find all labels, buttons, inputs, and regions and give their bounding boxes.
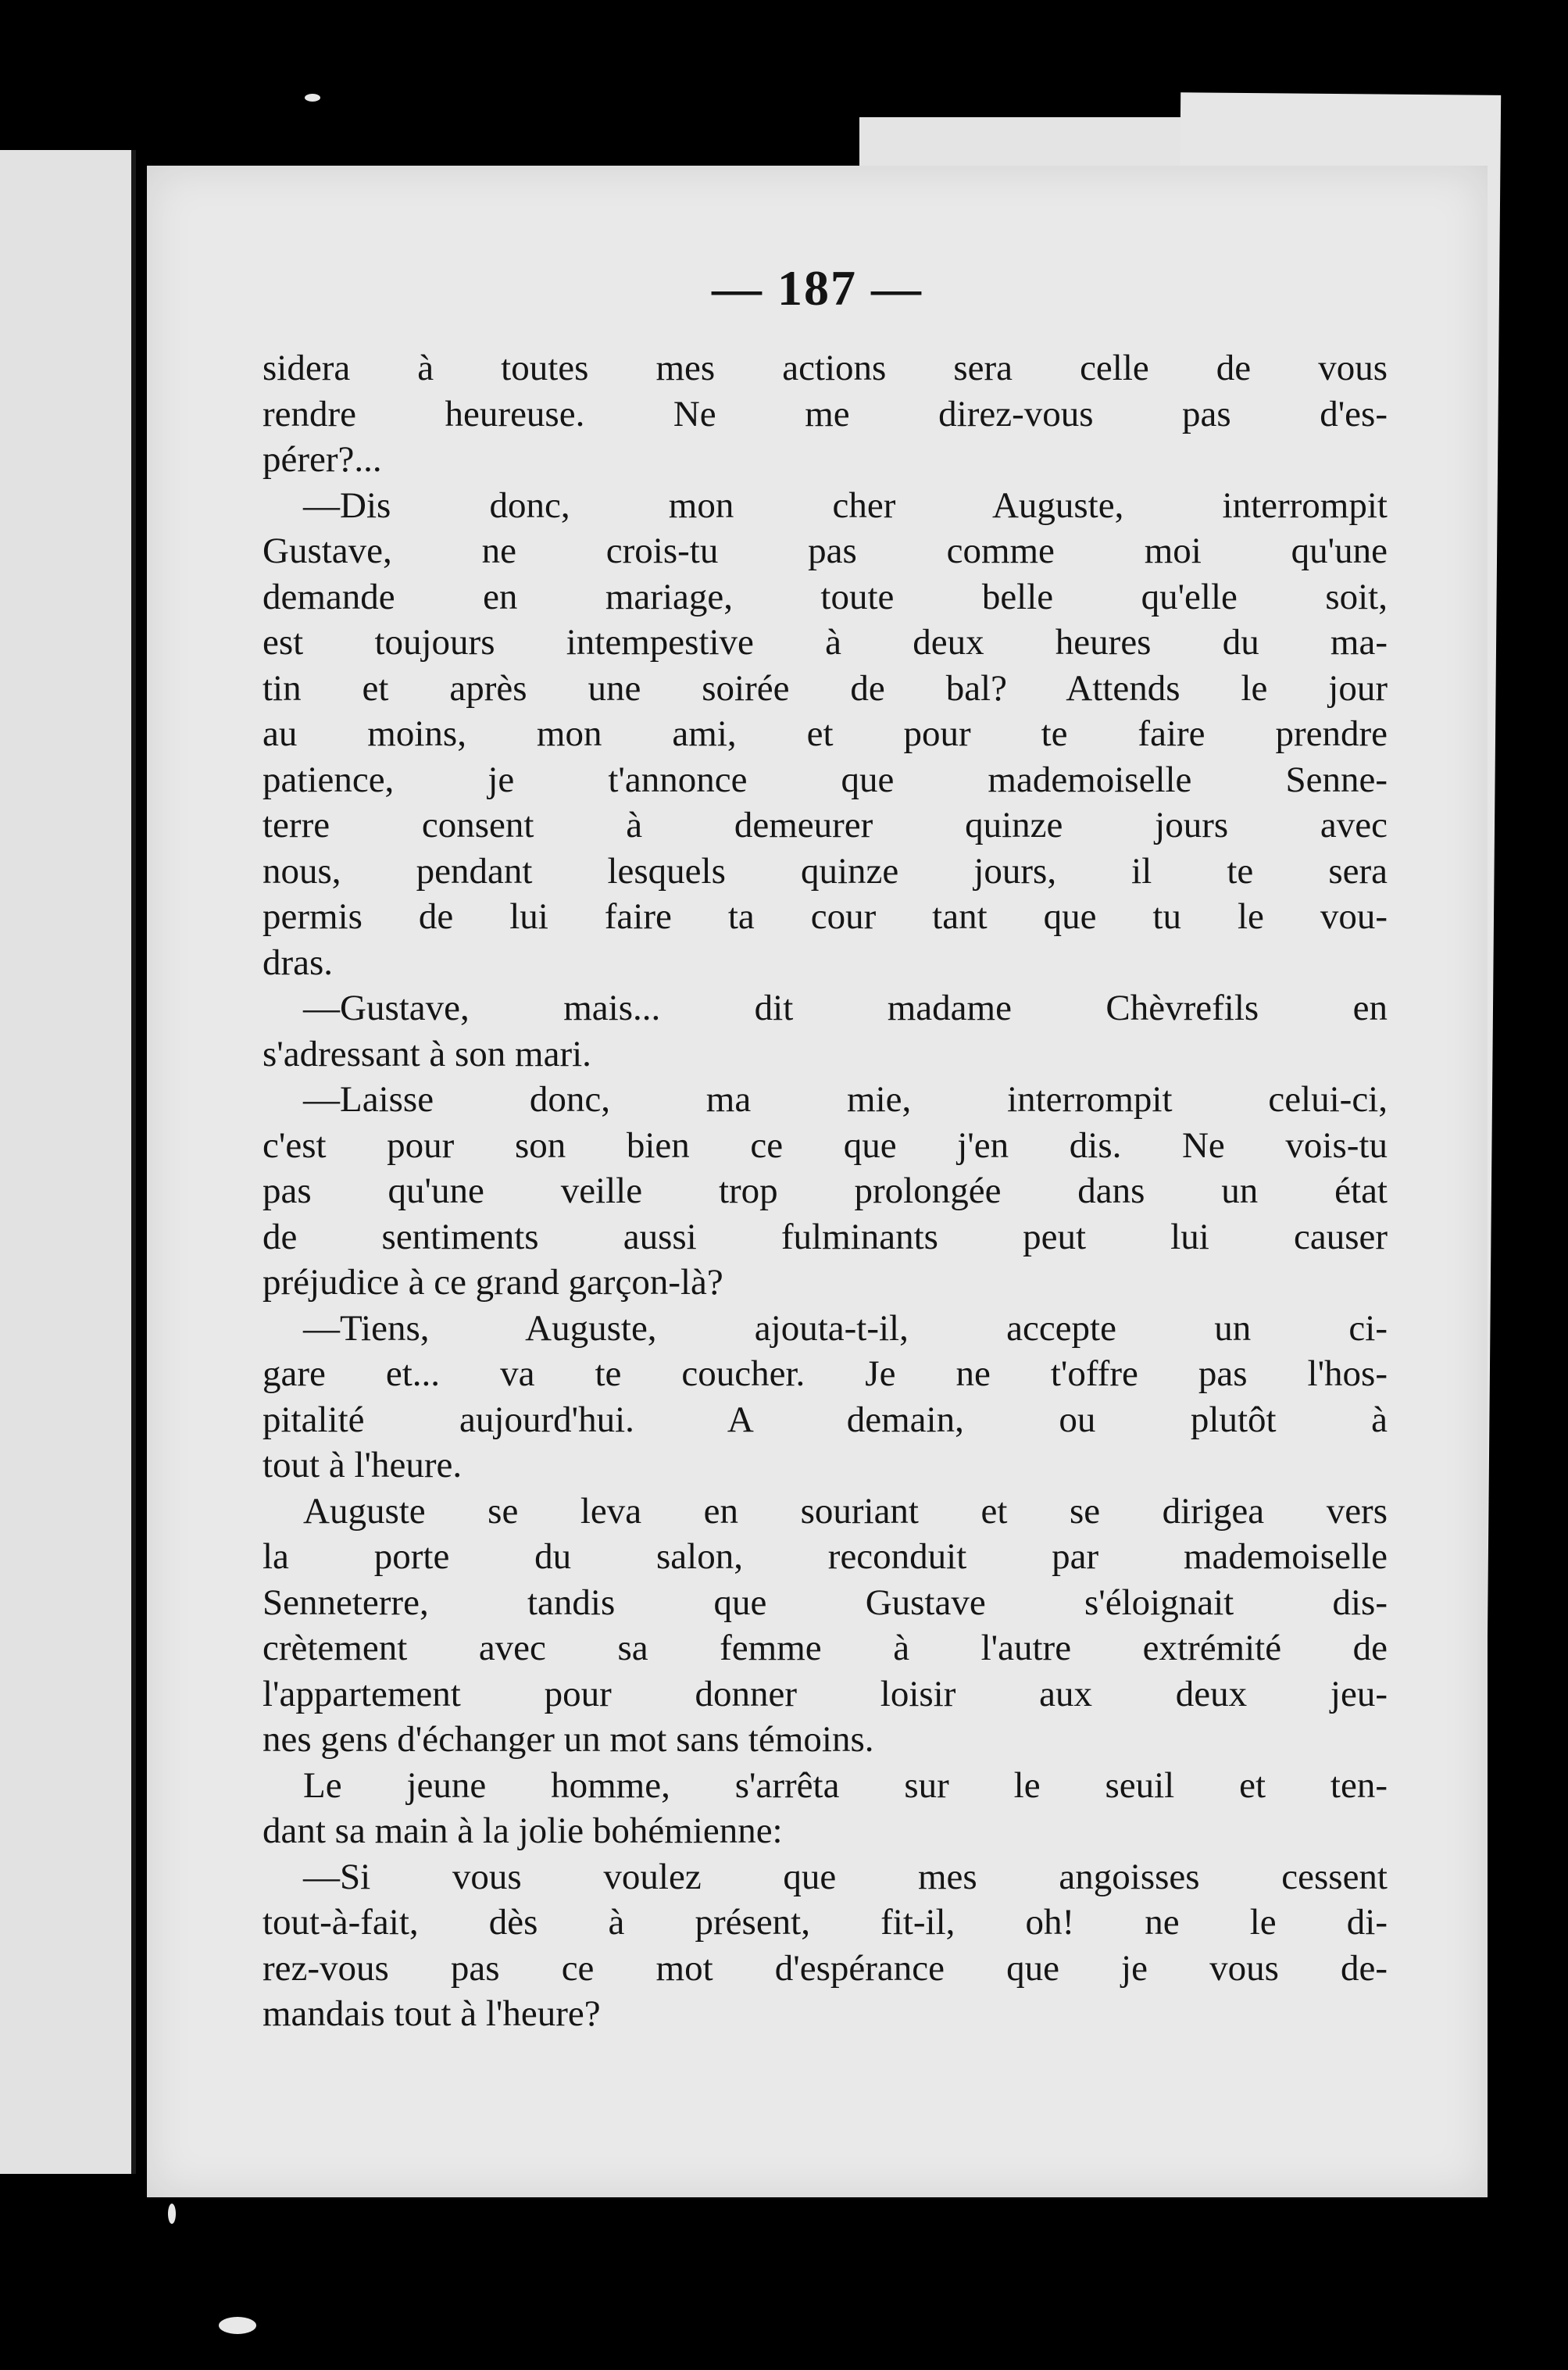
text-line: l'appartement pour donner loisir aux deux jeu- [263,1673,1388,1714]
scan-speck [219,2317,256,2334]
text-line: rendre heureuse. Ne me direz-vous pas d'es- [263,393,1388,434]
text-line: —Dis donc, mon cher Auguste, interrompit [303,484,1388,526]
text-line: tout-à-fait, dès à présent, fit-il, oh! ne le di- [263,1902,1388,1943]
text-line: dras. [263,942,334,983]
page-number: — 187 — [712,260,923,316]
text-line: —Tiens, Auguste, ajouta-t-il, accepte un ci- [303,1307,1388,1349]
text-line: rez-vous pas ce mot d'espérance que je vous de- [263,1947,1388,1989]
text-line: nes gens d'échanger un mot sans témoins. [263,1719,874,1760]
text-line: —Si vous voulez que mes angoisses cessent [303,1856,1388,1897]
text-line: est toujours intempestive à deux heures du ma- [263,622,1388,663]
text-line: la porte du salon, reconduit par mademoiselle [263,1536,1388,1577]
text-line: —Laisse donc, ma mie, interrompit celui-ci, [303,1079,1388,1120]
text-line: sidera à toutes mes actions sera celle de vous [263,348,1388,388]
text-line: c'est pour son bien ce que j'en dis. Ne vois-tu [263,1124,1388,1166]
text-line: pas qu'une veille trop prolongée dans un état [263,1171,1388,1211]
text-line: tin et après une soirée de bal? Attends le jour [263,667,1388,709]
text-line: pitalité aujourd'hui. A demain, ou plutôt à [263,1399,1388,1440]
text-line: Gustave, ne crois-tu pas comme moi qu'une [263,531,1388,571]
text-line: gare et... va te coucher. Je ne t'offre pas l'hos- [263,1353,1388,1394]
text-line: mandais tout à l'heure? [263,1993,601,2034]
text-line: s'adressant à son mari. [263,1033,591,1074]
text-line: demande en mariage, toute belle qu'elle soit, [263,576,1388,617]
text-line: nous, pendant lesquels quinze jours, il te sera [263,850,1388,892]
page-body-text [263,345,1388,2037]
text-line: de sentiments aussi fulminants peut lui causer [263,1216,1388,1257]
text-line: crètement avec sa femme à l'autre extrémité de [263,1628,1388,1668]
text-line: terre consent à demeurer quinze jours avec [263,805,1388,845]
text-line: préjudice à ce grand garçon-là? [263,1262,723,1303]
text-line: Senneterre, tandis que Gustave s'éloignait dis- [263,1582,1388,1623]
book-page [147,166,1488,2197]
scan-speck [305,94,320,102]
text-line: pérer?... [263,439,382,480]
text-line: dant sa main à la jolie bohémienne: [263,1811,783,1851]
text-line: patience, je t'annonce que mademoiselle Senne- [263,759,1388,800]
text-line: au moins, mon ami, et pour te faire prendre [263,713,1388,754]
text-line: tout à l'heure. [263,1445,463,1485]
text-line: —Gustave, mais... dit madame Chèvrefils en [303,988,1388,1028]
text-line: Le jeune homme, s'arrêta sur le seuil et ten- [303,1764,1388,1806]
text-line: permis de lui faire ta cour tant que tu le vou- [263,896,1388,937]
previous-page-edge [0,150,136,2174]
scan-speck [168,2204,176,2224]
text-line: Auguste se leva en souriant et se dirigea vers [303,1490,1388,1532]
